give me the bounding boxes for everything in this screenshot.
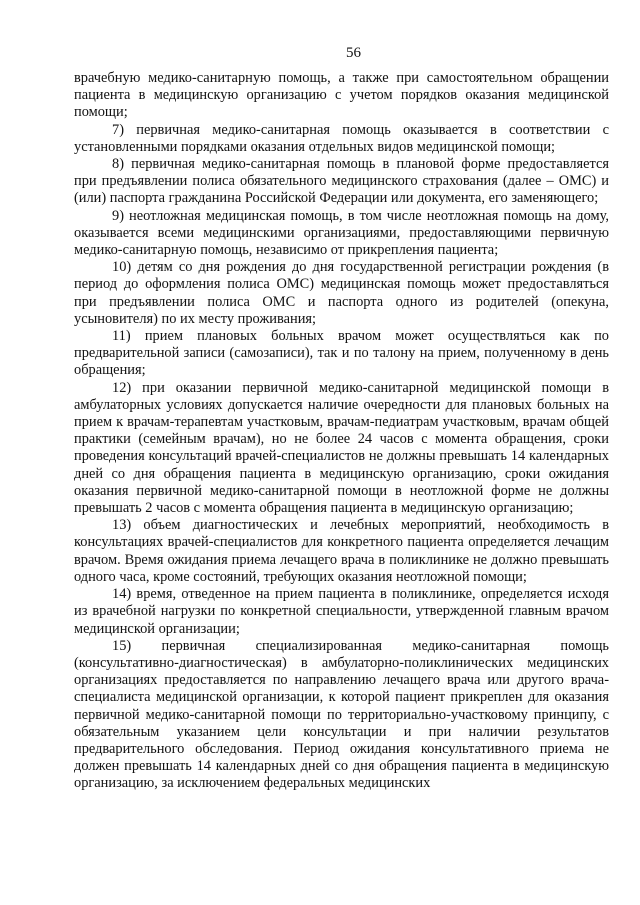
paragraph-item-9: 9) неотложная медицинская помощь, в том числе неотложная помощь на дому, оказывается всеми медицинскими организациями, предоставляющими первичную медико-санитарную помощь, независимо от прикрепления пациента;: [74, 207, 609, 259]
paragraph-item-12: 12) при оказании первичной медико-санитарной медицинской помощи в амбулаторных условиях допускается наличие очередности для плановых больных на прием к врачам-терапевтам участковым, врачам-педиатрам участковым, врачам общей практики (семейным врачам), но не более 24 часов с момента обращения, сроки проведения консультаций врачей-специалистов не должны превышать 14 календарных дней со дня обращения пациента в медицинскую организацию, сроки ожидания оказания первичной медико-санитарной помощи в неотложной форме не должны превышать 2 часов с момента обращения пациента в медицинскую организацию;: [74, 379, 609, 517]
paragraph-continuation: врачебную медико-санитарную помощь, а также при самостоятельном обращении пациента в медицинскую организацию с учетом порядков оказания медицинской помощи;: [74, 70, 609, 121]
paragraph-item-8: 8) первичная медико-санитарная помощь в плановой форме предоставляется при предъявлении полиса обязательного медицинского страхования (далее – ОМС) и (или) паспорта гражданина Российской Федерации или документа, его заменяющего;: [74, 156, 609, 207]
page-number: 56: [346, 45, 361, 61]
paragraph-item-10: 10) детям со дня рождения до дня государственной регистрации рождения (в период до оформления полиса ОМС) медицинская помощь может предоставляться при предъявлении полиса ОМС и паспорта одного из родителей (опекуна, усыновителя) по их месту проживания;: [74, 259, 609, 327]
paragraph-item-13: 13) объем диагностических и лечебных мероприятий, необходимость в консультациях врачей-специалистов для конкретного пациента определяется лечащим врачом. Время ожидания приема лечащего врача в поликлинике не должно превышать одного часа, кроме состояний, требующих оказания неотложной помощи;: [74, 517, 609, 585]
paragraph-item-7: 7) первичная медико-санитарная помощь оказывается в соответствии с установленными порядками оказания отдельных видов медицинской помощи;: [74, 121, 609, 155]
document-page: [74, 44, 609, 793]
paragraph-item-11: 11) прием плановых больных врачом может осуществляться как по предварительной записи (самозаписи), так и по талону на прием, полученному в день обращения;: [74, 328, 609, 379]
paragraph-item-15: 15) первичная специализированная медико-санитарная помощь (консультативно-диагностическая) в амбулаторно-поликлинических медицинских организациях предоставляется по направлению лечащего врача или другого врача-специалиста медицинской организации, к которой пациент прикреплен для оказания первичной медико-санитарной помощи по территориально-участковому принципу, с обязательным указанием цели консультации и при наличии результатов предварительного обследования. Период ожидания консультативного приема не должен превышать 14 календарных дней со дня обращения пациента в медицинскую организацию, за исключением федеральных медицинских: [74, 637, 609, 792]
paragraph-item-14: 14) время, отведенное на прием пациента в поликлинике, определяется исходя из врачебной нагрузки по конкретной специальности, утвержденной главным врачом медицинской организации;: [74, 586, 609, 637]
